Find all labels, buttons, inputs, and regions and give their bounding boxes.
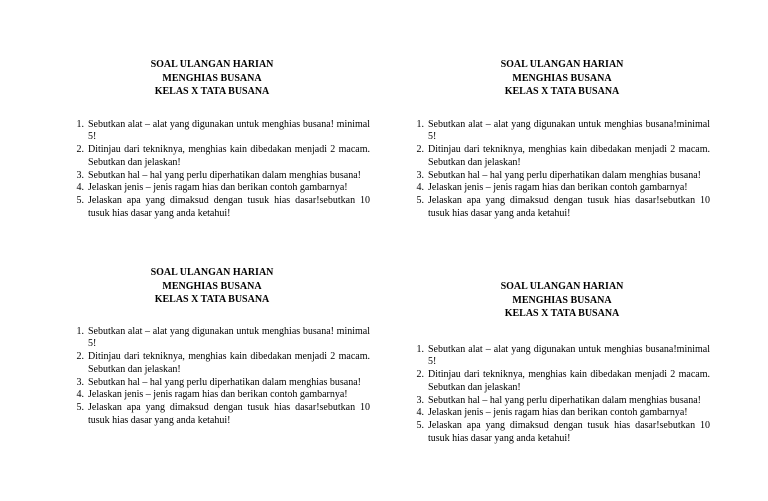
question-number: 1. <box>76 325 84 337</box>
question-number: 4. <box>76 182 84 194</box>
question-text: Ditinjau dari tekniknya, menghias kain dibedakan menjadi 2 macam. Sebutkan dan jelaskan! <box>88 144 370 168</box>
question-item <box>72 119 370 145</box>
question-text: Ditinjau dari tekniknya, menghias kain dibedakan menjadi 2 macam. Sebutkan dan jelaskan! <box>88 351 370 375</box>
question-item <box>412 407 710 420</box>
question-number: 1. <box>76 118 84 130</box>
exam-title: SOAL ULANGAN HARIAN <box>150 59 274 70</box>
question-item <box>412 119 710 145</box>
question-text: Sebutkan hal – hal yang perlu diperhatikan dalam menghias busana! <box>428 169 701 181</box>
exam-subject: MENGHIAS BUSANA <box>162 280 262 292</box>
question-text: Jelaskan jenis – jenis ragam hias dan berikan contoh gambarnya! <box>428 182 688 194</box>
question-item <box>72 326 370 352</box>
question-text: Ditinjau dari tekniknya, menghias kain dibedakan menjadi 2 macam. Sebutkan dan jelaskan! <box>428 369 710 393</box>
exam-title: SOAL ULANGAN HARIAN <box>150 267 274 278</box>
question-number: 2. <box>416 369 424 381</box>
question-text: Sebutkan hal – hal yang perlu diperhatikan dalam menghias busana! <box>88 169 361 181</box>
exam-block-bottom-right <box>412 280 710 446</box>
question-number: 2. <box>416 144 424 156</box>
question-text: Ditinjau dari tekniknya, menghias kain dibedakan menjadi 2 macam. Sebutkan dan jelaskan! <box>428 144 710 168</box>
exam-block-top-left <box>72 58 370 221</box>
question-item <box>72 144 370 170</box>
question-text: Sebutkan hal – hal yang perlu diperhatikan dalam menghias busana! <box>428 394 701 406</box>
question-item <box>72 182 370 195</box>
question-text: Jelaskan jenis – jenis ragam hias dan berikan contoh gambarnya! <box>88 182 348 194</box>
exam-class: KELAS X TATA BUSANA <box>504 308 620 319</box>
question-item <box>72 170 370 183</box>
question-number: 5. <box>416 195 424 207</box>
exam-block-bottom-left <box>72 266 370 428</box>
question-item <box>412 369 710 395</box>
question-number: 3. <box>76 169 84 181</box>
question-item <box>412 182 710 195</box>
question-text: Jelaskan apa yang dimaksud dengan tusuk hias dasar!sebutkan 10 tusuk hias dasar yang anda ketahui! <box>428 420 710 445</box>
question-text: Sebutkan alat – alat yang digunakan untuk menghias busana!minimal 5! <box>428 118 710 143</box>
question-number: 2. <box>76 144 84 156</box>
question-number: 4. <box>416 182 424 194</box>
question-list <box>412 119 710 221</box>
question-item <box>412 395 710 408</box>
question-item <box>412 170 710 183</box>
question-item <box>412 420 710 446</box>
question-text: Jelaskan apa yang dimaksud dengan tusuk hias dasar!sebutkan 10 tusuk hias dasar yang anda ketahui! <box>428 195 710 220</box>
question-number: 5. <box>76 195 84 207</box>
question-number: 5. <box>76 402 84 414</box>
question-text: Sebutkan alat – alat yang digunakan untuk menghias busana! minimal 5! <box>88 118 370 143</box>
question-item <box>72 351 370 377</box>
question-number: 3. <box>416 169 424 181</box>
question-number: 4. <box>416 407 424 419</box>
question-text: Sebutkan alat – alat yang digunakan untuk menghias busana! minimal 5! <box>88 325 370 350</box>
question-item <box>412 344 710 370</box>
exam-header <box>92 266 332 307</box>
question-text: Jelaskan jenis – jenis ragam hias dan berikan contoh gambarnya! <box>88 389 348 401</box>
exam-header <box>442 58 682 99</box>
question-number: 4. <box>76 389 84 401</box>
exam-class: KELAS X TATA BUSANA <box>154 86 270 97</box>
exam-subject: MENGHIAS BUSANA <box>162 72 262 84</box>
exam-class: KELAS X TATA BUSANA <box>154 294 270 305</box>
exam-title: SOAL ULANGAN HARIAN <box>500 281 624 292</box>
question-number: 1. <box>416 343 424 355</box>
exam-title: SOAL ULANGAN HARIAN <box>500 59 624 70</box>
exam-subject: MENGHIAS BUSANA <box>512 294 612 306</box>
question-text: Jelaskan jenis – jenis ragam hias dan berikan contoh gambarnya! <box>428 407 688 419</box>
question-text: Sebutkan alat – alat yang digunakan untuk menghias busana!minimal 5! <box>428 343 710 368</box>
question-list <box>72 119 370 221</box>
question-number: 2. <box>76 351 84 363</box>
question-list <box>72 326 370 428</box>
exam-subject: MENGHIAS BUSANA <box>512 72 612 84</box>
question-number: 1. <box>416 118 424 130</box>
question-number: 3. <box>416 394 424 406</box>
exam-block-top-right <box>412 58 710 221</box>
question-number: 3. <box>76 376 84 388</box>
question-text: Jelaskan apa yang dimaksud dengan tusuk hias dasar!sebutkan 10 tusuk hias dasar yang anda ketahui! <box>88 195 370 220</box>
question-item <box>412 195 710 221</box>
question-item <box>72 389 370 402</box>
question-text: Jelaskan apa yang dimaksud dengan tusuk hias dasar!sebutkan 10 tusuk hias dasar yang anda ketahui! <box>88 402 370 427</box>
question-item <box>72 195 370 221</box>
question-list <box>412 344 710 446</box>
question-item <box>72 402 370 428</box>
question-item <box>72 377 370 390</box>
question-text: Sebutkan hal – hal yang perlu diperhatikan dalam menghias busana! <box>88 376 361 388</box>
exam-header <box>442 280 682 321</box>
exam-header <box>92 58 332 99</box>
question-item <box>412 144 710 170</box>
question-number: 5. <box>416 420 424 432</box>
exam-class: KELAS X TATA BUSANA <box>504 86 620 97</box>
